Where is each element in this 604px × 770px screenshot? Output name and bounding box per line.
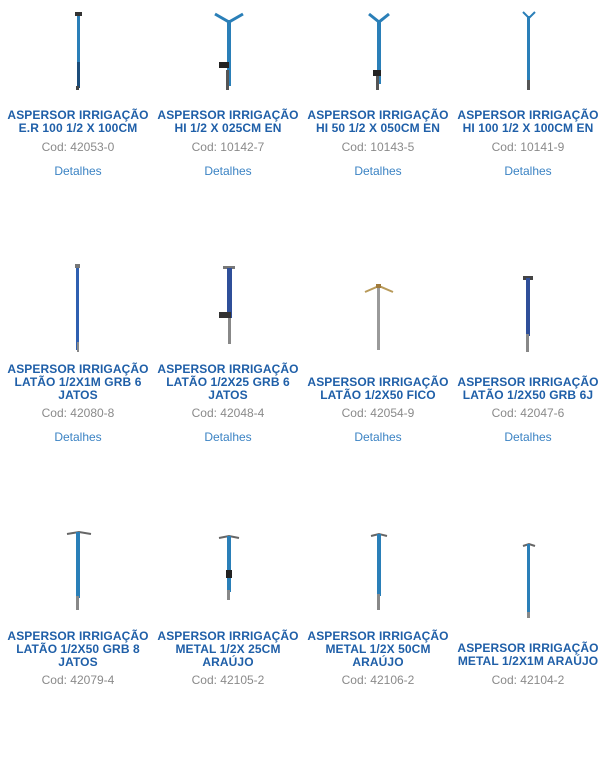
product-image[interactable]: [153, 262, 303, 362]
sprinkler-stake-icon: [303, 0, 453, 100]
sprinkler-stake-icon: [3, 262, 153, 362]
product-code: Cod: 42053-0: [41, 140, 115, 154]
product-code: Cod: 42080-8: [41, 406, 115, 420]
sprinkler-stake-icon: [453, 520, 603, 620]
product-code: Cod: 10142-7: [191, 140, 265, 154]
product-title[interactable]: ASPERSOR IRRIGAÇÃO METAL 1/2X 50CM ARAÚJO: [307, 629, 449, 669]
details-link[interactable]: Detalhes: [204, 430, 252, 444]
sprinkler-stake-icon: [153, 262, 303, 362]
product-title[interactable]: ASPERSOR IRRIGAÇÃO HI 50 1/2 X 050CM EN: [307, 108, 449, 135]
product-image[interactable]: [303, 520, 453, 620]
sprinkler-stake-icon: [453, 262, 603, 362]
product-title[interactable]: ASPERSOR IRRIGAÇÃO HI 1/2 X 025CM EN: [157, 108, 299, 135]
product-card[interactable]: [303, 520, 453, 770]
product-code: Cod: 42047-6: [491, 406, 565, 420]
product-title[interactable]: ASPERSOR IRRIGAÇÃO LATÃO 1/2X25 GRB 6 JATOS: [157, 362, 299, 402]
product-code: Cod: 42105-2: [191, 673, 265, 687]
product-image[interactable]: [453, 520, 603, 620]
product-code: Cod: 42106-2: [341, 673, 415, 687]
product-image[interactable]: [3, 0, 153, 100]
product-card[interactable]: [303, 262, 453, 512]
product-code: Cod: 10141-9: [491, 140, 565, 154]
details-link[interactable]: Detalhes: [204, 164, 252, 178]
product-title[interactable]: ASPERSOR IRRIGAÇÃO LATÃO 1/2X50 GRB 6J: [457, 375, 599, 402]
product-card[interactable]: [3, 262, 153, 512]
product-code: Cod: 42054-9: [341, 406, 415, 420]
product-image[interactable]: [453, 262, 603, 362]
product-code: Cod: 42079-4: [41, 673, 115, 687]
product-title[interactable]: ASPERSOR IRRIGAÇÃO LATÃO 1/2X50 FICO: [307, 375, 449, 402]
details-link[interactable]: Detalhes: [354, 164, 402, 178]
details-link[interactable]: Detalhes: [504, 430, 552, 444]
product-code: Cod: 42104-2: [491, 673, 565, 687]
product-title[interactable]: ASPERSOR IRRIGAÇÃO METAL 1/2X 25CM ARAÚJO: [157, 629, 299, 669]
sprinkler-stake-icon: [153, 520, 303, 620]
sprinkler-stake-icon: [3, 0, 153, 100]
product-card[interactable]: [453, 520, 603, 770]
product-title[interactable]: ASPERSOR IRRIGAÇÃO LATÃO 1/2X1M GRB 6 JATOS: [7, 362, 149, 402]
product-code: Cod: 10143-5: [341, 140, 415, 154]
product-card[interactable]: [3, 520, 153, 770]
product-code: Cod: 42048-4: [191, 406, 265, 420]
product-image[interactable]: [3, 520, 153, 620]
product-card[interactable]: [3, 0, 153, 250]
product-card[interactable]: [153, 262, 303, 512]
sprinkler-stake-icon: [3, 520, 153, 620]
product-card[interactable]: [153, 0, 303, 250]
product-image[interactable]: [303, 262, 453, 362]
product-title[interactable]: ASPERSOR IRRIGAÇÃO METAL 1/2X1M ARAÚJO: [457, 641, 599, 668]
product-image[interactable]: [303, 0, 453, 100]
details-link[interactable]: Detalhes: [54, 164, 102, 178]
product-card[interactable]: [303, 0, 453, 250]
product-image[interactable]: [453, 0, 603, 100]
product-card[interactable]: [453, 0, 603, 250]
sprinkler-stake-icon: [453, 0, 603, 100]
sprinkler-stake-icon: [153, 0, 303, 100]
product-image[interactable]: [153, 0, 303, 100]
product-title[interactable]: ASPERSOR IRRIGAÇÃO E.R 100 1/2 X 100CM: [7, 108, 149, 135]
details-link[interactable]: Detalhes: [54, 430, 102, 444]
product-image[interactable]: [153, 520, 303, 620]
sprinkler-stake-icon: [303, 520, 453, 620]
details-link[interactable]: Detalhes: [504, 164, 552, 178]
details-link[interactable]: Detalhes: [354, 430, 402, 444]
product-title[interactable]: ASPERSOR IRRIGAÇÃO LATÃO 1/2X50 GRB 8 JATOS: [7, 629, 149, 669]
product-card[interactable]: [453, 262, 603, 512]
product-title[interactable]: ASPERSOR IRRIGAÇÃO HI 100 1/2 X 100CM EN: [457, 108, 599, 135]
sprinkler-stake-icon: [303, 262, 453, 362]
product-image[interactable]: [3, 262, 153, 362]
product-card[interactable]: [153, 520, 303, 770]
